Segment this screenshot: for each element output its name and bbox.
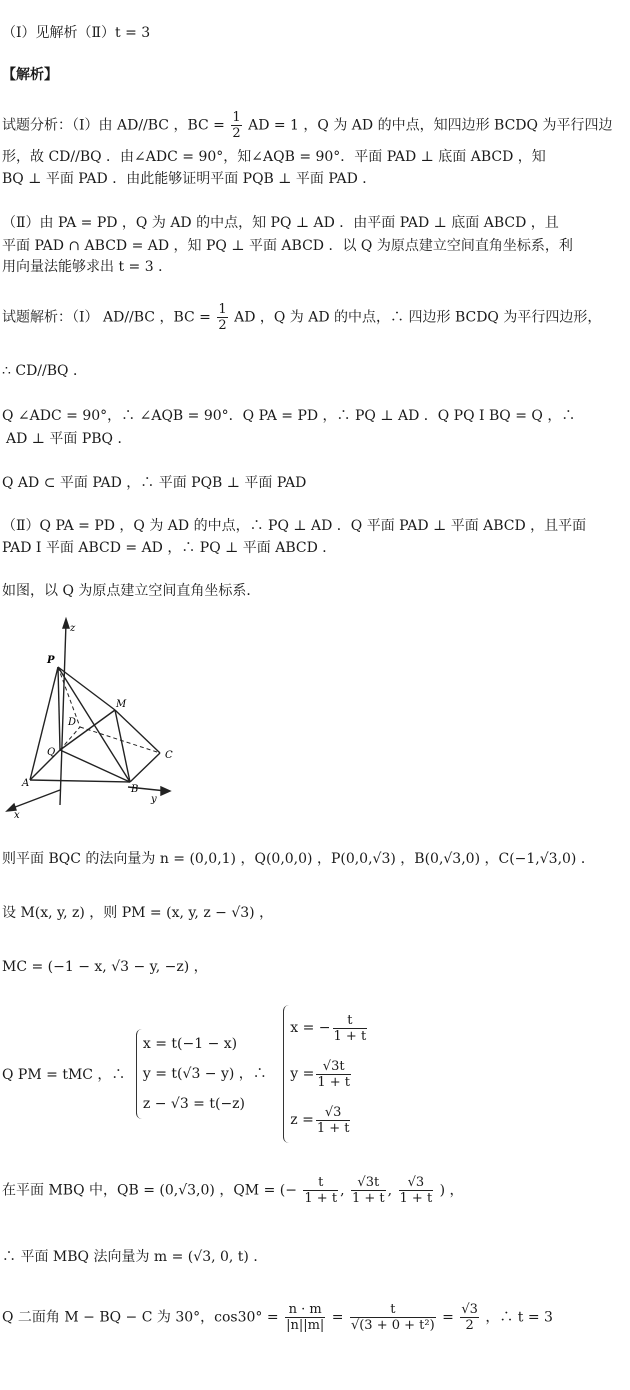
- analysis-line-6: 用向量法能够求出 t = 3 ．: [2, 259, 173, 275]
- coords-line-1: 则平面 BQC 的法向量为 n = (0,0,1) ，Q(0,0,0) ，P(0,0,√3) ，B(0,√3,0) ，C(−1,√3,0) ．: [2, 851, 595, 867]
- edge-ab: [30, 780, 130, 782]
- label-m: M: [116, 699, 127, 710]
- label-a: A: [22, 778, 30, 789]
- z-arrow: [63, 619, 69, 628]
- fraction: $\frac{1}{2}$: [232, 110, 241, 141]
- solution-line-3: Q ∠ADC = 90°，∴ ∠AQB = 90°．Q PA = PD ，∴ PQ ⊥ AD ．Q PQ I BQ = Q ，∴: [2, 408, 576, 424]
- coordinate-figure: [0, 615, 185, 820]
- edge-bc: [130, 753, 160, 782]
- label-b: B: [131, 784, 139, 795]
- coords-line-3: MC = (−1 − x, √3 − y, −z) ，: [2, 959, 208, 975]
- label-d: D: [68, 717, 77, 728]
- fraction: $\frac{1}{2}$: [218, 302, 227, 333]
- label-y: y: [151, 794, 157, 805]
- y-arrow: [161, 787, 170, 795]
- coords-line-2: 设 M(x, y, z) ，则 PM = (x, y, z − √3) ，: [2, 905, 274, 921]
- normal-m-line: ∴ 平面 MBQ 法向量为 m = (√3, 0, t) ．: [2, 1249, 268, 1265]
- edge-pm: [58, 667, 115, 710]
- z-axis: [60, 623, 66, 805]
- system-brace-1: x = t(−1 − x) y = t(√3 − y) ，∴ z − √3 = t(−z): [136, 1029, 267, 1119]
- edge-aq: [30, 750, 60, 780]
- label-q: Q: [47, 747, 56, 758]
- solution-line-7: PAD I 平面 ABCD = AD ，∴ PQ ⊥ 平面 ABCD ．: [2, 540, 337, 556]
- solution-line-5: Q AD ⊂ 平面 PAD ，∴ 平面 PQB ⊥ 平面 PAD: [2, 475, 307, 491]
- solution-line-6: （Ⅱ）Q PA = PD ，Q 为 AD 的中点，∴ PQ ⊥ AD ．Q 平面 PAD ⊥ 平面 ABCD ，且平面: [2, 518, 587, 534]
- final-line: Q 二面角 M − BQ − C 为 30°，cos30° = $\frac{n \cdot m}{|n||m|}$ = $\frac{t}{\text{√(3 + 0 + t²)}}$ = $\frac{√3}{2}$ ，∴ t = 3: [2, 1302, 553, 1333]
- solution-line-1: 试题解析：（Ⅰ） AD//BC ，BC = $\frac{1}{2}$ AD ，Q 为 AD 的中点，∴ 四边形 BCDQ 为平行四边形，: [2, 302, 602, 333]
- solution-line-8: 如图，以 Q 为原点建立空间直角坐标系．: [2, 583, 261, 599]
- edge-pa: [30, 667, 58, 780]
- label-c: C: [165, 750, 173, 761]
- analysis-line-5: 平面 PAD ∩ ABCD = AD ，知 PQ ⊥ 平面 ABCD ．以 Q 为原点建立空间直角坐标系，利: [2, 238, 573, 254]
- solution-line-4: AD ⊥ 平面 PBQ ．: [6, 431, 132, 447]
- plane-mbq-line: 在平面 MBQ 中，QB = (0,√3,0) ，QM = (− $\frac{t}{1 + t}$ , $\frac{√3t}{1 + t}$ , $\frac{√3}{1 + t}$ ) ，: [2, 1175, 464, 1206]
- answer-line: （Ⅰ）见解析（Ⅱ）t = 3: [2, 25, 151, 41]
- edge-pq: [58, 667, 60, 750]
- analysis-line-3: BQ ⊥ 平面 PAD ．由此能够证明平面 PQB ⊥ 平面 PAD ．: [2, 171, 377, 187]
- x-axis: [10, 790, 60, 809]
- solution-line-2: ∴ CD//BQ ．: [2, 363, 87, 379]
- label-x: x: [14, 810, 20, 820]
- system-brace-2: x = − $\frac{t}{1 + t}$ y = $\frac{√3t}{1 + t}$ z = $\frac{√3}{1 + t}$: [283, 1005, 369, 1143]
- analysis-line-2: 形，故 CD//BQ ．由∠ADC = 90°，知∠AQB = 90°．平面 PAD ⊥ 底面 ABCD ，知: [2, 149, 546, 165]
- edge-mc: [115, 710, 160, 753]
- label-z: z: [70, 623, 76, 634]
- analysis-line-4: （Ⅱ）由 PA = PD ，Q 为 AD 的中点，知 PQ ⊥ AD ．由平面 PAD ⊥ 底面 ABCD ，且: [2, 215, 559, 231]
- analysis-line-1: 试题分析：（Ⅰ）由 AD//BC ，BC = $\frac{1}{2}$ AD = 1 ，Q 为 AD 的中点，知四边形 BCDQ 为平行四边: [2, 110, 613, 141]
- solve-system: Q PM = tMC ，∴ x = t(−1 − x) y = t(√3 − y) ，∴ z − √3 = t(−z) x = − $\frac{t}{1 + t}$ y = $\frac{√3t}{1 + t}$ z = $\frac{√3}{1 + t}$: [2, 1005, 375, 1143]
- label-p: P: [47, 655, 55, 666]
- section-heading: 【解析】: [2, 67, 58, 83]
